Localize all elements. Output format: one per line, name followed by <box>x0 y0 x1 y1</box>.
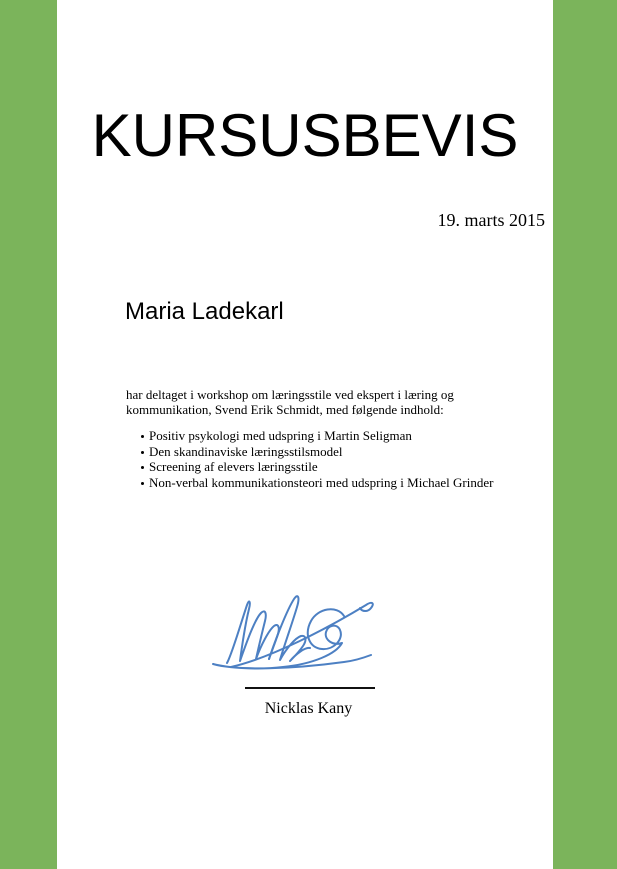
topic-list <box>139 428 493 491</box>
bullet-dot-icon <box>141 466 144 469</box>
topic-label: Positiv psykologi med udspring i Martin Seligman <box>149 428 412 443</box>
body-line: har deltaget i workshop om læringsstile ved ekspert i læring og <box>126 387 454 402</box>
certificate-body <box>126 388 536 417</box>
topic-label: Non-verbal kommunikationsteori med udspring i Michael Grinder <box>149 475 494 491</box>
topic-item <box>139 475 493 491</box>
body-line: kommunikation, Svend Erik Schmidt, med følgende indhold: <box>126 401 444 417</box>
certificate-title: KURSUSBEVIS <box>91 102 519 169</box>
topic-label: Screening af elevers læringsstile <box>149 459 318 475</box>
bullet-dot-icon <box>141 435 144 438</box>
topic-label: Den skandinaviske læringsstilsmodel <box>149 443 343 459</box>
handwritten-signature-image <box>203 584 383 672</box>
certificate-date: 19. marts 2015 <box>437 210 545 230</box>
signature-line <box>245 687 375 689</box>
right-green-border <box>553 0 617 869</box>
recipient-name: Maria Ladekarl <box>125 298 284 325</box>
topic-item <box>139 428 493 444</box>
signer-name: Nicklas Kany <box>264 700 353 717</box>
left-green-border <box>0 0 57 869</box>
topic-item <box>139 444 493 460</box>
topic-item <box>139 459 493 475</box>
bullet-dot-icon <box>141 482 144 485</box>
bullet-dot-icon <box>141 451 144 454</box>
